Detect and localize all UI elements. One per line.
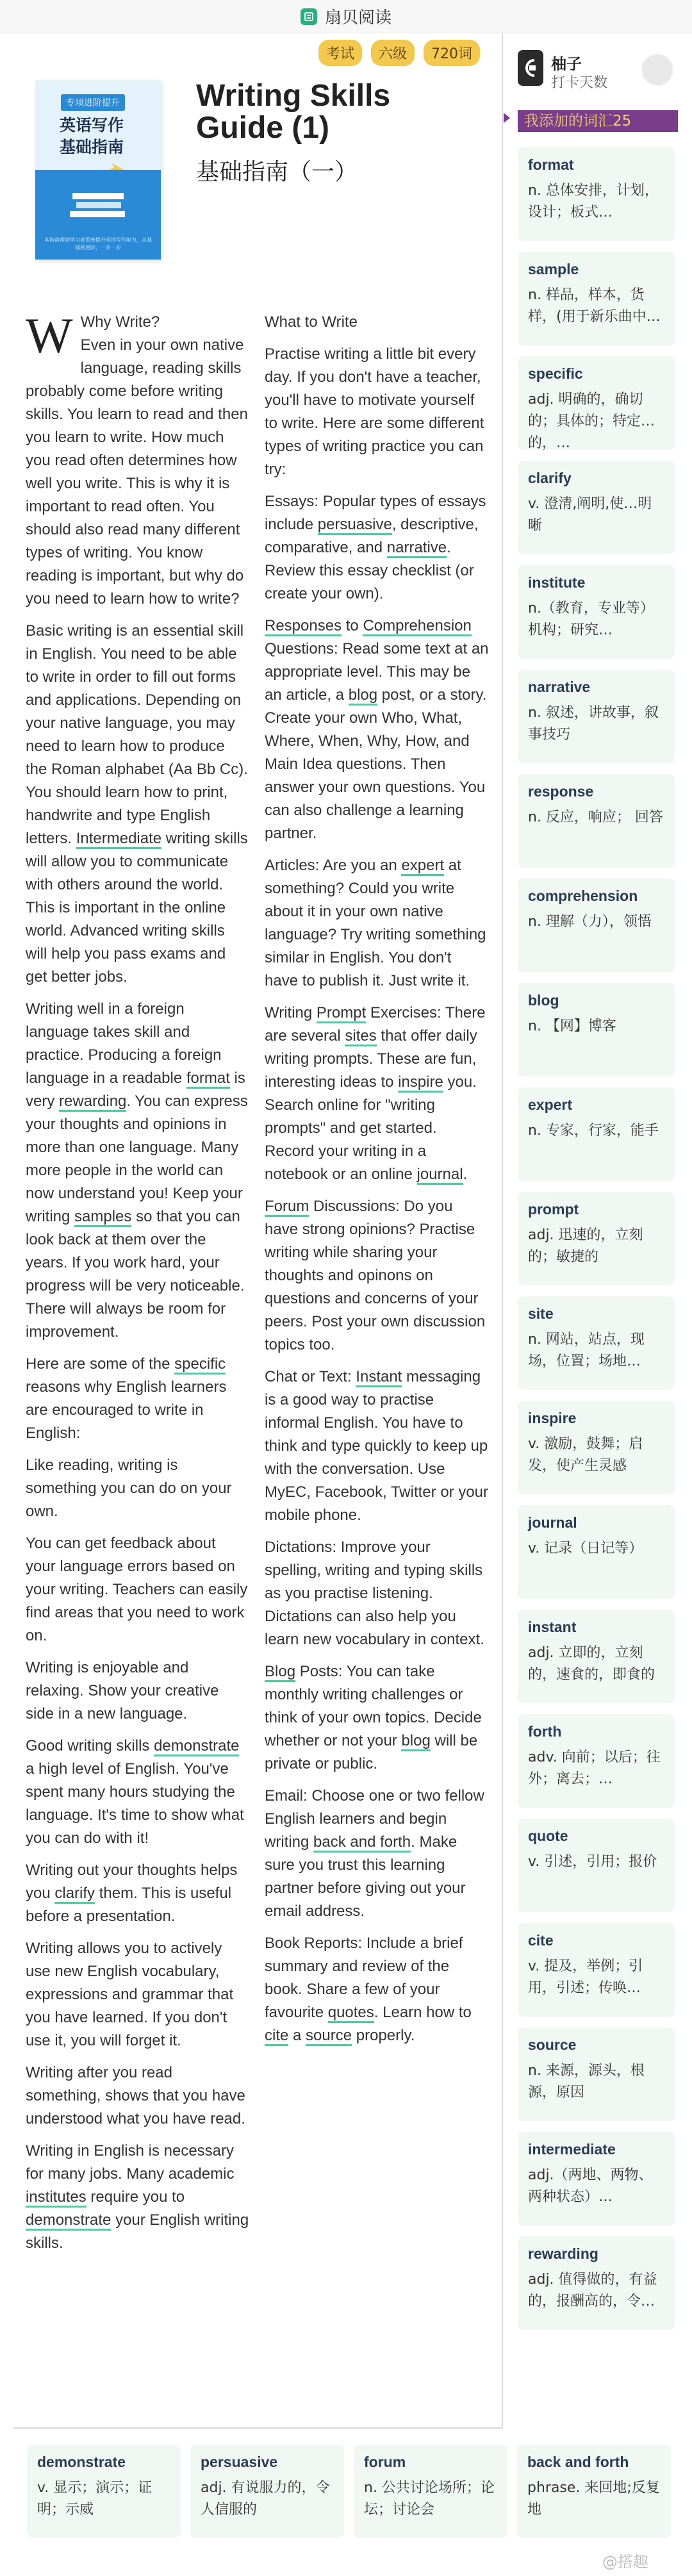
word-highlight[interactable]: Intermediate (76, 830, 161, 849)
vocab-card[interactable] (518, 1714, 675, 1808)
vocab-word: blog (528, 992, 559, 1009)
paragraph: Basic writing is an essential skill in English. You need to be able to write in order to fill out forms and applications. Depending on your native language, you may need to learn how to produce the Roman alphabet (Aa Bb Cc). You should learn how to print, handwrite and type English letters. Intermediate writing skills will allow you to communicate with others around the world. This is important in the online world. Advanced writing skills will help you pass exams and get better jobs. (26, 622, 248, 986)
word-highlight[interactable]: Blog (265, 1663, 295, 1682)
paragraph: Writing in English is necessary for many jobs. Many academic institutes require you to demonstrate your English writing skills. (26, 2142, 249, 2252)
word-highlight[interactable]: clarify (54, 1885, 95, 1904)
vocab-card[interactable] (517, 2445, 671, 2538)
vocab-card[interactable] (518, 461, 675, 554)
word-highlight[interactable]: journal (417, 1166, 463, 1185)
vocab-definition: n. 总体安排，计划，设计；板式… (528, 183, 659, 220)
user-name: 柚子 (551, 55, 582, 73)
vocab-card[interactable] (518, 2027, 675, 2121)
word-highlight[interactable]: persuasive (318, 516, 392, 535)
word-highlight[interactable]: inspire (398, 1073, 443, 1093)
vocab-word: specific (528, 365, 583, 382)
vocab-word: inspire (528, 1410, 577, 1426)
vocab-card[interactable] (518, 983, 675, 1077)
column-divider (502, 33, 503, 2427)
vocab-card[interactable] (518, 1192, 675, 1285)
cover-bottom-band (35, 170, 161, 260)
user-logo-icon (518, 50, 543, 86)
vocab-card[interactable] (518, 2132, 675, 2225)
avatar[interactable] (641, 54, 673, 86)
vocab-definition: v. 引述，引用；报价 (528, 1854, 657, 1870)
vocab-word: clarify (528, 470, 572, 486)
paragraph: Essays: Popular types of essays include persuasive, descriptive, comparative, and narrative. Review this essay checklist (or create your own). (265, 493, 486, 602)
vocab-word: rewarding (528, 2245, 598, 2262)
vocab-card[interactable] (518, 1610, 675, 1703)
word-highlight[interactable]: expert (401, 857, 444, 876)
vocab-definition: v. 显示；演示；证明；示威 (37, 2480, 152, 2518)
vocab-definition: adv. 向前；以后；往外；离去；… (528, 1749, 661, 1787)
vocab-card[interactable] (518, 1401, 675, 1494)
vocab-word: narrative (528, 679, 591, 695)
vocab-word: journal (528, 1514, 577, 1531)
paragraph: Writing out your thoughts helps you clarify them. This is useful before a presentation. (26, 1862, 238, 1925)
paragraph: Email: Choose one or two fellow English learners and begin writing back and forth. Make sure you trust this learning partner before giving out your email address. (265, 1787, 484, 1920)
vocab-word: instant (528, 1619, 577, 1635)
vocab-definition: n. 公共讨论场所；论坛；讨论会 (364, 2480, 495, 2518)
vocab-word: quote (528, 1828, 568, 1844)
paragraph: Good writing skills demonstrate a high level of English. You've spent many hours studying the language. It's time to show what you can do with it! (26, 1737, 244, 1847)
vocab-definition: n. 来源，源头，根源，原因 (528, 2063, 645, 2101)
vocab-card[interactable] (518, 1505, 675, 1599)
vocab-word: forth (528, 1723, 562, 1740)
article-subtitle: 基础指南（一） (196, 159, 358, 185)
paragraph: Writing well in a foreign language takes skill and practice. Producing a foreign language in a readable format is very rewarding. You can express your thoughts and opinions in more than one language. Many more people in the world can now understand you! Keep your writing samples so that you can look back at them over the years. If you work hard, your progress will be very noticeable. There will always be room for improvement. (26, 1000, 248, 1341)
vocab-card[interactable] (518, 252, 675, 345)
vocab-definition: adj. 立即的，立刻的，速食的，即食的 (528, 1645, 655, 1683)
vocab-word: format (528, 156, 574, 173)
paragraph: Practise writing a little bit every day. If you don't have a teacher, you'll have to motivate yourself to write. Here are some different types of writing practice you can try: (265, 345, 484, 478)
vocab-definition: n. 【网】博客 (528, 1018, 616, 1034)
vocab-definition: v. 记录（日记等） (528, 1540, 643, 1556)
word-highlight[interactable]: demonstrate (154, 1737, 239, 1756)
word-highlight[interactable]: specific (174, 1355, 226, 1375)
tag-exam[interactable]: 考试 (318, 40, 362, 66)
book-stack-icon (67, 189, 129, 221)
paragraph: Like reading, writing is something you can do on your own. (26, 1457, 232, 1520)
app-title: 扇贝阅读 (324, 8, 391, 27)
word-highlight[interactable]: blog (349, 686, 377, 706)
article-column-left (26, 308, 250, 2264)
drop-cap: W (26, 308, 73, 363)
vocab-card[interactable] (518, 1296, 675, 1390)
vocab-card[interactable] (518, 356, 675, 450)
paragraph: Blog Posts: You can take monthly writing challenges or think of your own topics. Decide whether or not your blog will be private or public. (265, 1663, 482, 1772)
word-highlight[interactable]: format (186, 1069, 230, 1089)
word-highlight[interactable]: cite (265, 2027, 288, 2046)
vocab-word: cite (528, 1932, 554, 1949)
vocab-word: sample (528, 261, 579, 277)
vocab-definition: n. 反应，响应； 回答 (528, 809, 663, 825)
vocab-word: persuasive (201, 2454, 278, 2470)
vocab-definition: v. 澄清,阐明,使…明晰 (528, 496, 652, 534)
vocab-definition: n. 叙述，讲故事，叙事技巧 (528, 705, 659, 743)
vocab-definition: v. 激励，鼓舞；启发，使产生灵感 (528, 1436, 643, 1474)
word-highlight[interactable]: source (306, 2027, 352, 2046)
vocab-card[interactable] (27, 2445, 181, 2538)
word-highlight[interactable]: Prompt (317, 1004, 366, 1023)
book-cover[interactable] (35, 80, 161, 260)
added-words-heading: 我添加的词汇25 (518, 110, 678, 132)
vocab-word: response (528, 783, 594, 800)
vocab-card[interactable] (518, 1819, 675, 1912)
word-highlight[interactable]: sites (345, 1027, 376, 1046)
vocab-definition: adj. 有说服力的，令人信服的 (201, 2480, 330, 2518)
vocab-card[interactable] (518, 774, 675, 868)
paragraph: Forum Discussions: Do you have strong opinions? Practise writing while sharing your thoughts and opinons on questions and concerns of your peers. Post your own discussion topics too. (265, 1198, 486, 1353)
article-title: Writing Skills Guide (1) (196, 79, 391, 145)
vocab-card[interactable] (518, 670, 675, 763)
vocab-definition: v. 提及，举例；引用，引述；传唤… (528, 1958, 643, 1996)
word-highlight[interactable]: Comprehension (363, 617, 471, 636)
vocab-definition: n. 样品，样本，货样，(用于新乐曲中… (528, 287, 661, 325)
cover-subtitle: 本指南帮助学习者系统提升英语写作能力，从基础到进阶，一步一步 (44, 237, 152, 251)
tag-list (318, 40, 480, 66)
word-highlight[interactable]: demonstrate (26, 2211, 111, 2231)
vocab-word: demonstrate (37, 2454, 126, 2470)
vocab-card[interactable] (518, 1087, 675, 1181)
vocab-card[interactable] (518, 565, 675, 659)
checkin-days-label: 打卡天数 (551, 75, 608, 91)
vocab-word: site (528, 1305, 554, 1322)
vocab-definition: n. 专家，行家，能手 (528, 1123, 659, 1139)
paragraph: You can get feedback about your language errors based on your writing. Teachers can easily find areas that you need to work on. (26, 1535, 248, 1644)
vocab-word: comprehension (528, 888, 638, 904)
vocab-card[interactable] (354, 2445, 507, 2538)
vocab-definition: adj. 迅速的，立刻的；敏捷的 (528, 1227, 643, 1265)
word-highlight[interactable]: back and forth (313, 1833, 411, 1853)
vocab-word: prompt (528, 1201, 579, 1218)
vocab-definition: adj.（两地、两物、两种状态）… (528, 2167, 653, 2205)
word-highlight[interactable]: Instant (356, 1368, 402, 1387)
user-panel (518, 50, 678, 101)
vocab-word: forum (364, 2454, 406, 2470)
article-column-right (265, 311, 489, 2056)
marker-triangle-icon (504, 113, 510, 123)
tag-cet6[interactable]: 六级 (371, 40, 415, 66)
paragraph: Here are some of the specific reasons why English learners are encouraged to write in English: (26, 1355, 227, 1442)
watermark: @搭趣 (602, 2553, 648, 2571)
paragraph: Articles: Are you an expert at something? Could you write about it in your own native language? Try writing something similar in English. You don't have to publish it. Just write it. (265, 857, 486, 989)
vocab-definition: adj. 明确的，确切的；具体的；特定的，… (528, 392, 643, 451)
word-highlight[interactable]: Forum (265, 1198, 309, 1217)
vocab-card[interactable] (518, 2236, 675, 2330)
paragraph: Responses to Comprehension Questions: Read some text at an appropriate level. This may be an article, a blog post, or a story. Create your own Who, What, Where, When, Why, How, and Main Idea questions. Then answer your own questions. You can also challenge a learning partner. (265, 617, 489, 842)
vocab-card[interactable] (190, 2445, 344, 2538)
paragraph: Book Reports: Include a brief summary and review of the book. Share a few of your favourite quotes. Learn how to cite a source properly. (265, 1932, 489, 2047)
shanbay-logo-icon (301, 8, 317, 25)
word-highlight[interactable]: samples (74, 1208, 131, 1227)
vocab-card[interactable] (518, 1923, 675, 2017)
word-highlight[interactable]: institutes (26, 2188, 86, 2208)
vocab-definition: phrase. 来回地;反复地 (527, 2480, 660, 2518)
word-highlight[interactable]: rewarding (59, 1093, 126, 1112)
paragraph: Writing allows you to actively use new English vocabulary, expressions and grammar that you have learned. If you don't use it, you will forget it. (26, 1940, 234, 2049)
vocab-card[interactable] (518, 147, 675, 241)
word-highlight[interactable]: narrative (387, 539, 447, 558)
app-header (0, 0, 692, 33)
cover-badge: 专项进阶提升 (61, 94, 125, 111)
bottom-divider (13, 2427, 503, 2429)
paragraph: Writing is enjoyable and relaxing. Show your creative side in a new language. (26, 1659, 219, 1722)
vocab-word: back and forth (527, 2454, 629, 2470)
cover-title: 英语写作 基础指南 (60, 116, 124, 156)
paragraph: Writing Prompt Exercises: There are several sites that offer daily writing prompts. These are fun, interesting ideas to inspire you. Search online for "writing prompts" and get started. Record your writing in a notebook or an online journal. (265, 1002, 489, 1186)
paragraph: Chat or Text: Instant messaging is a good way to practise informal English. You have to think and type quickly to keep up with the conversation. Use MyEC, Facebook, Twitter or your mobile phone. (265, 1368, 489, 1524)
paragraph: What to Write (265, 313, 358, 331)
vocab-definition: n.（教育，专业等）机构；研究… (528, 600, 654, 638)
word-highlight[interactable]: blog (401, 1732, 430, 1751)
vocab-word: expert (528, 1096, 573, 1113)
paragraph: W Why Write? Even in your own native language, reading skills probably come before writing skills. You learn to read and then you learn to write. How much you read often determines how well you write. This is why it is important to read often. You should also read many different types of writing. You know reading is important, but why do you need to learn how to write? (26, 308, 248, 607)
vocab-card[interactable] (518, 879, 675, 972)
vocab-definition: adj. 值得做的，有益的，报酬高的，令… (528, 2272, 657, 2309)
paragraph: Writing after you read something, shows that you have understood what you have read. (26, 2064, 245, 2127)
paragraph: Dictations: Improve your spelling, writing and typing skills as you practise listening. Dictations can also help you learn new vocabulary in context. (265, 1539, 484, 1648)
vocab-word: institute (528, 574, 586, 591)
word-highlight[interactable]: quotes (328, 2004, 374, 2023)
vocab-word: intermediate (528, 2141, 616, 2158)
tag-word-count[interactable]: 720词 (424, 40, 480, 66)
word-highlight[interactable]: Responses (265, 617, 342, 636)
vocab-definition: n. 网站，站点，现场，位置；场地… (528, 1332, 645, 1369)
vocab-word: source (528, 2036, 577, 2053)
vocab-definition: n. 理解（力），领悟 (528, 914, 652, 930)
